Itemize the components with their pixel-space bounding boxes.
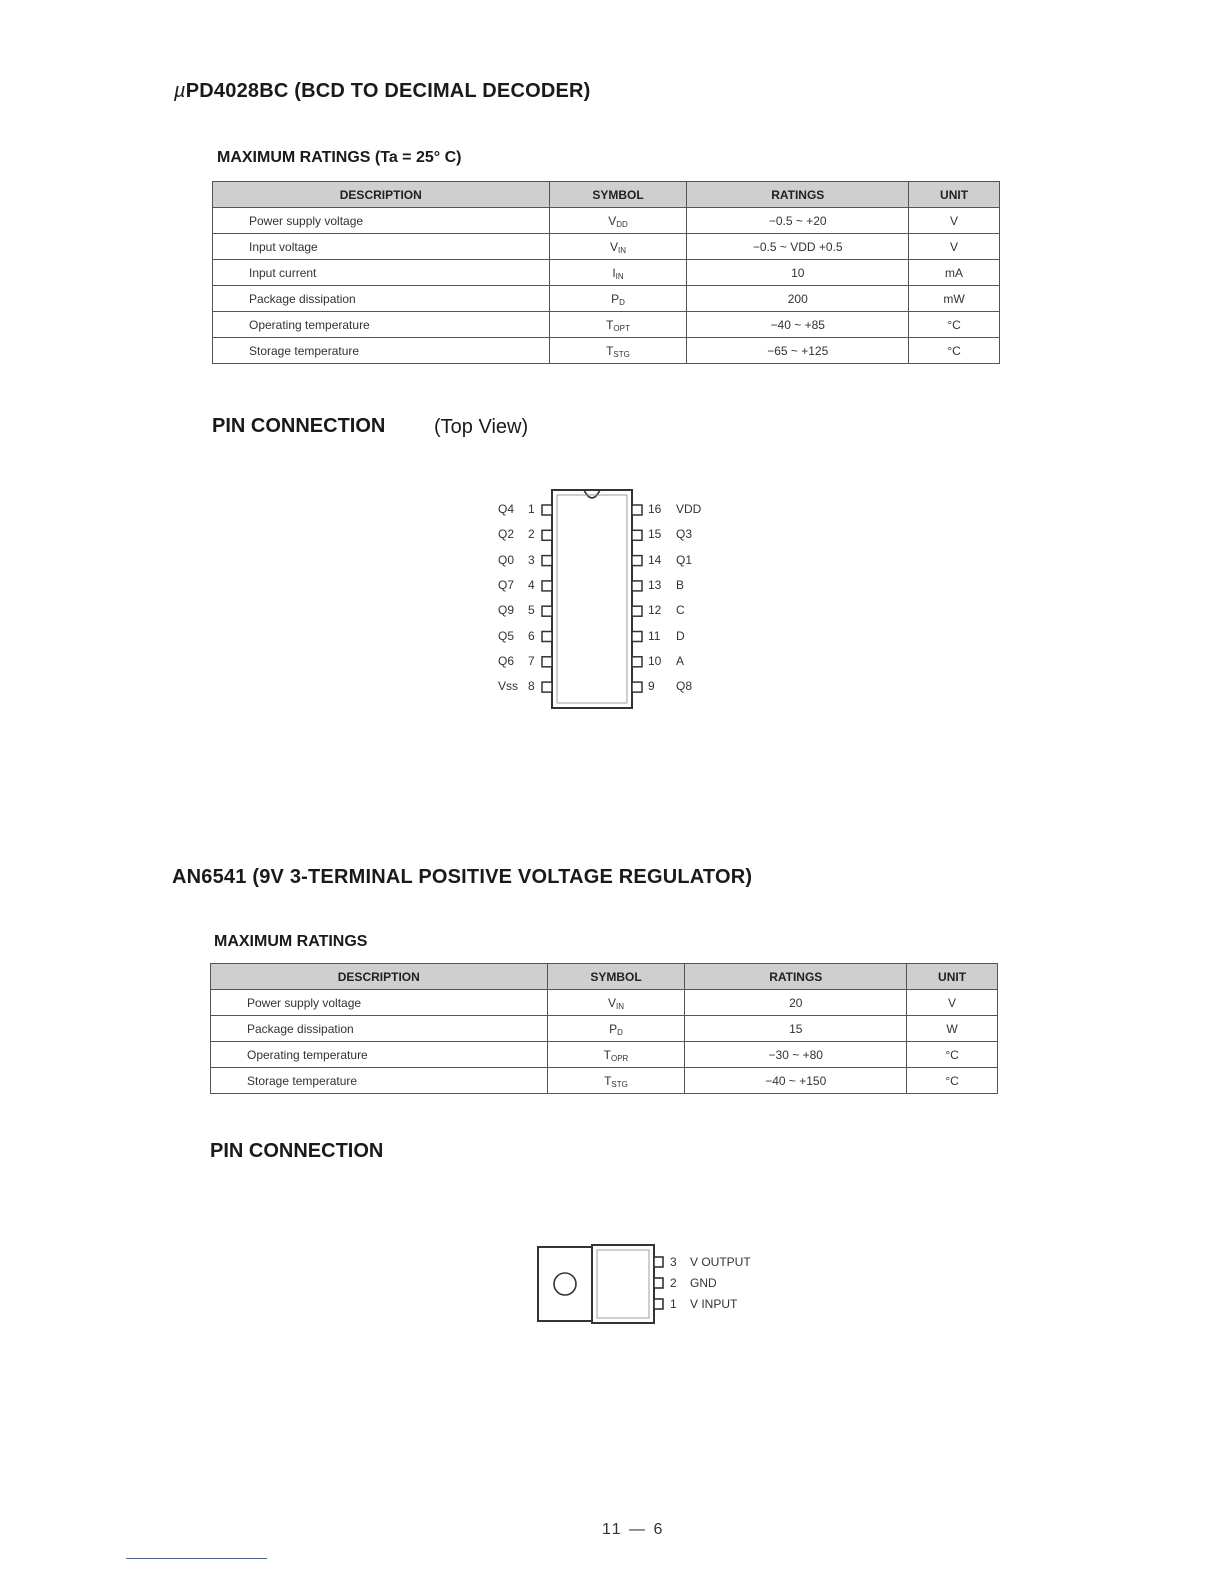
row-symbol: $V_{DD}$ [549,208,687,234]
table-header-row [211,964,998,990]
pin-num-right: 13 [648,577,662,592]
dip-pin-8 [542,682,552,692]
table-row [213,312,1000,338]
row-rating: 10 [687,260,909,286]
pin-num-left: 2 [528,527,535,542]
table-row [211,990,998,1016]
pin-num-left: 4 [528,577,535,592]
pin-num-left: 7 [528,653,535,668]
row-symbol: $V_{IN}$ [549,234,687,260]
pin-num-right: 14 [648,552,662,567]
ic-body [552,490,632,708]
header-description: DESCRIPTION [211,964,548,990]
to220-pin-num: 1 [670,1297,677,1311]
row-description: Power supply voltage [211,990,548,1016]
header-ratings: RATINGS [685,964,907,990]
header-ratings: RATINGS [687,182,909,208]
pin-name-right: Q1 [676,552,693,567]
row-unit: °C [909,312,1000,338]
pin-name-right: D [676,628,685,643]
section2-pin-heading: PIN CONNECTION [210,1140,384,1162]
row-description: Storage temperature [213,338,550,364]
row-description: Storage temperature [211,1068,548,1094]
row-unit: W [907,1016,998,1042]
to220-diagram [530,1240,670,1330]
pin-num-left: 1 [528,502,535,516]
row-rating: −30 ~ +80 [685,1042,907,1068]
pin-name-left: Q6 [498,653,515,668]
row-symbol: $V_{IN}$ [547,990,685,1016]
header-unit: UNIT [909,182,1000,208]
table-row [213,208,1000,234]
section1-ratings-table [212,181,1000,364]
pin-name-left: Q9 [498,603,515,618]
row-unit: mW [909,286,1000,312]
pin-name-left: Q2 [498,527,515,542]
dip-pin-4 [542,581,552,591]
pin-num-right: 9 [648,679,655,694]
row-unit: °C [907,1042,998,1068]
to220-pin-num: 2 [670,1276,677,1290]
row-rating: −0.5 ~ VDD +0.5 [687,234,909,260]
row-description: Operating temperature [211,1042,548,1068]
table-row [213,260,1000,286]
dip-pin-12 [632,606,642,616]
dip-pin-2 [542,530,552,540]
header-description: DESCRIPTION [213,182,550,208]
pin-name-right: A [676,653,685,668]
to220-pin-name: V INPUT [690,1297,738,1311]
row-unit: °C [907,1068,998,1094]
table-row [213,338,1000,364]
page-number: 11 — 6 [602,1521,665,1538]
pin-num-right: 10 [648,653,662,668]
header-symbol: SYMBOL [547,964,685,990]
row-rating: −65 ~ +125 [687,338,909,364]
row-unit: V [909,208,1000,234]
row-rating: −40 ~ +150 [685,1068,907,1094]
table-row [211,1042,998,1068]
pin-num-left: 3 [528,552,535,567]
section1-title-text: PD4028BC (BCD TO DECIMAL DECODER) [185,80,591,102]
row-symbol: $T_{OPT}$ [549,312,687,338]
pin-name-right: Q3 [676,527,693,542]
dip-pin-7 [542,657,552,667]
pin-name-right: B [676,577,685,592]
pin-name-left: Q4 [498,502,515,516]
row-symbol: $I_{IN}$ [549,260,687,286]
pin-num-left: 6 [528,628,535,643]
to220-pin-name: GND [690,1276,717,1290]
pin-name-left: Q7 [498,577,515,592]
row-description: Operating temperature [213,312,550,338]
pin-name-left: Q0 [498,552,515,567]
to220-pin-1 [654,1299,663,1309]
table-row [211,1016,998,1042]
row-symbol: $T_{OPR}$ [547,1042,685,1068]
row-description: Package dissipation [211,1016,548,1042]
pin-num-right: 16 [648,502,662,516]
table-header-row [213,182,1000,208]
to220-pin-name: V OUTPUT [690,1255,751,1269]
dip-pin-1 [542,505,552,515]
row-rating: 15 [685,1016,907,1042]
header-unit: UNIT [907,964,998,990]
row-unit: V [909,234,1000,260]
row-unit: mA [909,260,1000,286]
row-symbol: $P_D$ [547,1016,685,1042]
dip-pin-15 [632,530,642,540]
dip-pin-6 [542,632,552,642]
pin-num-right: 11 [648,628,661,643]
section2-ratings-heading: MAXIMUM RATINGS [214,933,368,950]
row-rating: 200 [687,286,909,312]
to220-pin-num: 3 [670,1255,677,1269]
section2-ratings-table [210,963,998,1094]
to220-pin-2 [654,1278,663,1288]
row-symbol: $T_{STG}$ [549,338,687,364]
pin-name-left: Q5 [498,628,515,643]
section1-title-prefix: µ [174,80,186,102]
pin-name-right: Q8 [676,679,693,694]
section2-title: AN6541 (9V 3-TERMINAL POSITIVE VOLTAGE REGULATOR) [172,866,753,888]
row-unit: °C [909,338,1000,364]
row-rating: −0.5 ~ +20 [687,208,909,234]
header-symbol: SYMBOL [549,182,687,208]
row-unit: V [907,990,998,1016]
row-rating: 20 [685,990,907,1016]
row-symbol: $T_{STG}$ [547,1068,685,1094]
pin-num-right: 15 [648,527,662,542]
row-description: Input current [213,260,550,286]
dip-pin-3 [542,556,552,566]
dip-pin-14 [632,556,642,566]
row-rating: −40 ~ +85 [687,312,909,338]
section1-ratings-heading: MAXIMUM RATINGS (Ta = 25° C) [217,149,462,166]
section1-pin-heading: PIN CONNECTION [212,415,386,437]
to220-body [592,1245,654,1323]
dip-pin-13 [632,581,642,591]
dip-pin-9 [632,682,642,692]
row-symbol: $P_D$ [549,286,687,312]
table-row [213,234,1000,260]
dip-pin-10 [632,657,642,667]
to220-pin-3 [654,1257,663,1267]
dip-pin-16 [632,505,642,515]
pin-num-left: 5 [528,603,535,618]
table-row [211,1068,998,1094]
footer-rule [126,1558,267,1559]
row-description: Power supply voltage [213,208,550,234]
row-description: Input voltage [213,234,550,260]
pin-name-right: C [676,603,685,618]
pin-num-right: 12 [648,603,662,618]
row-description: Package dissipation [213,286,550,312]
section1-pin-subheading: (Top View) [434,416,529,438]
section1-title [174,80,591,103]
pin-name-left: Vss [498,679,519,694]
dip-pin-5 [542,606,552,616]
dip-pin-11 [632,632,642,642]
table-row [213,286,1000,312]
pin-name-right: VDD [676,502,702,516]
pin-num-left: 8 [528,679,535,694]
